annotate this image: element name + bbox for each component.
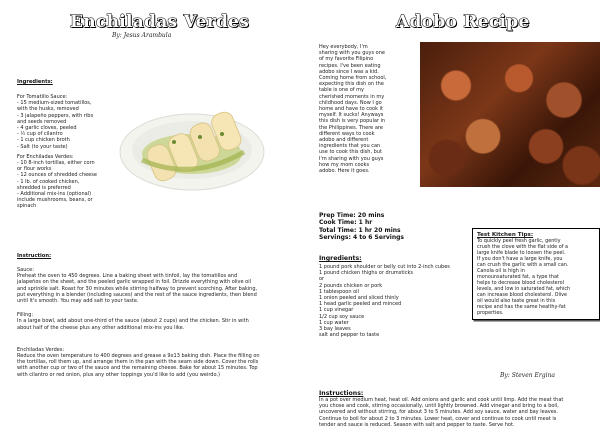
intro-text-line: childhood days. Now I go	[319, 99, 382, 106]
instruction-text-line: uncovered and without stirring, for about 3 to 5 minutes. Add soy sauce, water and bay leaves.	[319, 409, 558, 416]
ingredient-line: 1 tablespoon oil	[319, 288, 359, 295]
intro-text-line: different ways to cook	[319, 130, 375, 137]
intro-text-line: use to cook this dish, but	[319, 149, 382, 156]
intro-text-line: expecting this dish on the	[319, 81, 384, 88]
enchiladas-text-line: Reduce the oven temperature to 400 degrees and grease a 9x13 baking dish. Place the filling on	[17, 353, 260, 360]
enchiladas-ingredients-heading: Ingredients:	[17, 79, 53, 85]
sauce-text-line: jalapeños on the sheet, and the peeled garlic wrapped in foil. Drizzle everything with olive oil	[17, 279, 252, 286]
adobo-instructions-text	[319, 397, 600, 428]
tip-text-line: oil would also taste great in this	[477, 298, 556, 304]
ingredient-line: include mushrooms, beans, or	[17, 197, 93, 204]
ingredient-line: salt and pepper to taste	[319, 332, 380, 339]
tips-heading: Test Kitchen Tips:	[477, 232, 534, 238]
servings: Servings: 4 to 6 Servings	[319, 234, 405, 242]
ingredient-line: - 1 lb. of cooked chicken,	[17, 178, 80, 185]
prep-time: Prep Time: 20 mins	[319, 212, 385, 219]
sauce-text-line: put everything in a blender (including sauces) and the rest of the sauce ingredients, then blend	[17, 291, 257, 298]
filling-heading: Filling:	[17, 312, 34, 319]
enchiladas-verdes-heading: Enchiladas Verdes:	[17, 346, 65, 353]
ingredient-line: 1 head garlic peeled and minced	[319, 301, 402, 308]
ingredient-line: 1/2 cup soy sauce	[319, 313, 365, 320]
intro-text-line: cherished moments in my	[319, 93, 385, 100]
total-time: Total Time: 1 hr 20 mins	[319, 226, 401, 234]
ingredient-line: and seeds removed	[17, 118, 67, 125]
filling-text-line: about half of the cheese plus any other additional mix-ins you like.	[17, 324, 185, 331]
intro-text-line: of my favorite Filipino	[319, 56, 374, 63]
tip-text-line: can increase blood cholesterol. Olive	[477, 292, 568, 298]
sauce-heading: Sauce:	[17, 267, 34, 273]
ingredient-line: For Enchiladas Verdes:	[17, 153, 74, 160]
ingredient-line: - 3 jalapeño peppers, with ribs	[17, 112, 94, 119]
intro-text-line: I'm sharing with you guys	[319, 155, 384, 162]
adobo-times	[319, 212, 404, 242]
tip-text-line: If you don't have a large knife, you	[477, 256, 563, 262]
cook-time: Cook Time: 1 hr	[319, 219, 373, 227]
adobo-title: Adobo Recipe	[396, 12, 530, 32]
intro-text-line: adobo since I was a kid.	[319, 68, 379, 75]
ingredient-line: or flour works	[17, 166, 52, 173]
filling-text-line: In a large bowl, add about one-third of the sauce (about 2 cups) and the chicken. Stir in with	[17, 318, 249, 325]
tip-text-line: levels, and low in saturated fat, which	[477, 286, 571, 292]
ingredient-line: 3 bay leaves	[319, 326, 351, 333]
intro-text-line: adobo and different	[319, 137, 369, 144]
intro-text-line: the Philippines. There are	[319, 124, 383, 131]
ingredient-line: - Salt (to your taste)	[17, 143, 68, 150]
ingredient-line: - 10 8-inch tortillas, either corn	[17, 160, 95, 167]
tip-text-line: To quickly peel fresh garlic, gently	[477, 238, 561, 244]
ingredient-line: For Tomatillo Sauce:	[17, 94, 68, 100]
ingredient-line: - 15 medium-sized tomatillos,	[17, 100, 92, 107]
intro-text-line: how my mom cooks	[319, 161, 370, 168]
intro-text-line: Hey everybody, I'm	[319, 44, 368, 50]
tip-text-line: can crush the garlic with a small can.	[477, 262, 569, 268]
intro-text-line: sharing with you guys one	[319, 50, 385, 57]
intro-text-line: home and have to cook it	[319, 106, 383, 113]
adobo-byline: By: Steven Ergina	[500, 372, 555, 379]
ingredient-line: 1 cup vinegar	[319, 307, 354, 314]
tip-text-line: monounsaturated fat, a type that	[477, 274, 559, 280]
enchiladas-text-line: the tortillas, roll them up, and arrange them in the pan with the seam side down. Cover the rolls	[17, 359, 259, 366]
ingredient-line: 1 cup water	[319, 319, 349, 326]
ingredient-line: - 12 ounces of shredded cheese	[17, 172, 97, 179]
ingredient-line: - Additional mix-ins (optional)	[17, 191, 92, 198]
enchiladas-text-line: with cilantro or red onion, plus any other toppings you'd like to add (you weirdo.)	[17, 371, 220, 378]
adobo-ingredients-list	[319, 264, 469, 338]
enchiladas-instruction-heading: Instruction:	[17, 253, 52, 259]
intro-text-line: ingredients that you can	[319, 143, 381, 150]
ingredient-line: spinach	[17, 203, 37, 210]
ingredient-line: 1 onion peeled and sliced thinly	[319, 295, 399, 302]
instruction-text-line: In a pot over medium heat, heat oil. Add onions and garlic and cook until limp. Add the meat that	[319, 397, 564, 403]
tip-text-line: recipe and has the same healthy-fat	[477, 304, 566, 310]
ingredient-line: - 1 cup chicken broth	[17, 137, 70, 144]
intro-text-line: adobo. Here it goes.	[319, 168, 370, 175]
ingredient-line: - ½ cup of cilantro	[17, 131, 63, 138]
enchiladas-title: Enchiladas Verdes	[70, 12, 250, 32]
test-kitchen-tips-box	[472, 228, 600, 320]
ingredient-line: 1 pound chicken thighs or drumsticks	[319, 270, 413, 277]
adobo-photo	[420, 42, 600, 187]
instruction-text-line: tender and sauce is reduced. Season with salt and pepper to taste. Serve hot.	[319, 421, 515, 428]
tip-text-line: crush the clove with the flat side of a	[477, 244, 568, 250]
instruction-text-line: Continue to boil for about 2 to 3 minutes. Lower heat, cover and continue to cook until meat is	[319, 415, 557, 422]
ingredient-line: shredded is preferred	[17, 184, 71, 191]
enchiladas-photo	[112, 90, 267, 200]
ingredient-line: 2 pounds chicken or pork	[319, 282, 383, 289]
enchiladas-byline: By: Jesus Arambula	[112, 32, 172, 39]
tip-text-line: Canola oil is high in	[477, 268, 525, 274]
tip-text-line: properties.	[477, 310, 504, 316]
sauce-text-line: and sprinkle salt. Roast for 30 minutes while stirring halfway to prevent scorching. After baking,	[17, 285, 258, 292]
intro-text-line: recipes. I've been eating	[319, 62, 381, 69]
instruction-text-line: you chose and cook, stirring occasionally, until lightly browned. Add vinegar and bring to a boil,	[319, 403, 559, 410]
ingredient-line: with the husks, removed	[17, 106, 79, 113]
ingredient-line: - 4 garlic cloves, peeled	[17, 125, 77, 132]
tip-text-line: helps to decrease blood cholesterol	[477, 280, 564, 286]
sauce-text-line: Preheat the oven to 450 degrees. Line a baking sheet with tinfoil, lay the tomatillos and	[17, 273, 238, 280]
enchiladas-ingredients-list	[17, 94, 127, 210]
tip-text-line: large knife blade to loosen the peel.	[477, 250, 566, 256]
enchiladas-text-line: with another cup or two of the sauce and the remaining cheese. Bake for about 15 minutes. Top	[17, 365, 258, 372]
ingredient-line: 1 pound pork shoulder or belly cut into 2-inch cubes	[319, 264, 450, 270]
adobo-intro	[319, 44, 419, 174]
ingredient-line: or	[319, 276, 325, 283]
adobo-instructions-heading: Instructions:	[319, 390, 364, 397]
sauce-text-line: until it's smooth. You may add salt to your taste.	[17, 298, 139, 305]
intro-text-line: Coming home from school,	[319, 75, 387, 82]
intro-text-line: myself. It sucks! Anyways	[319, 112, 384, 119]
intro-text-line: this dish is very popular in	[319, 118, 386, 125]
intro-text-line: table is one of my	[319, 87, 364, 94]
adobo-ingredients-heading: Ingredients:	[319, 255, 362, 262]
enchiladas-sauce-section	[17, 267, 297, 378]
